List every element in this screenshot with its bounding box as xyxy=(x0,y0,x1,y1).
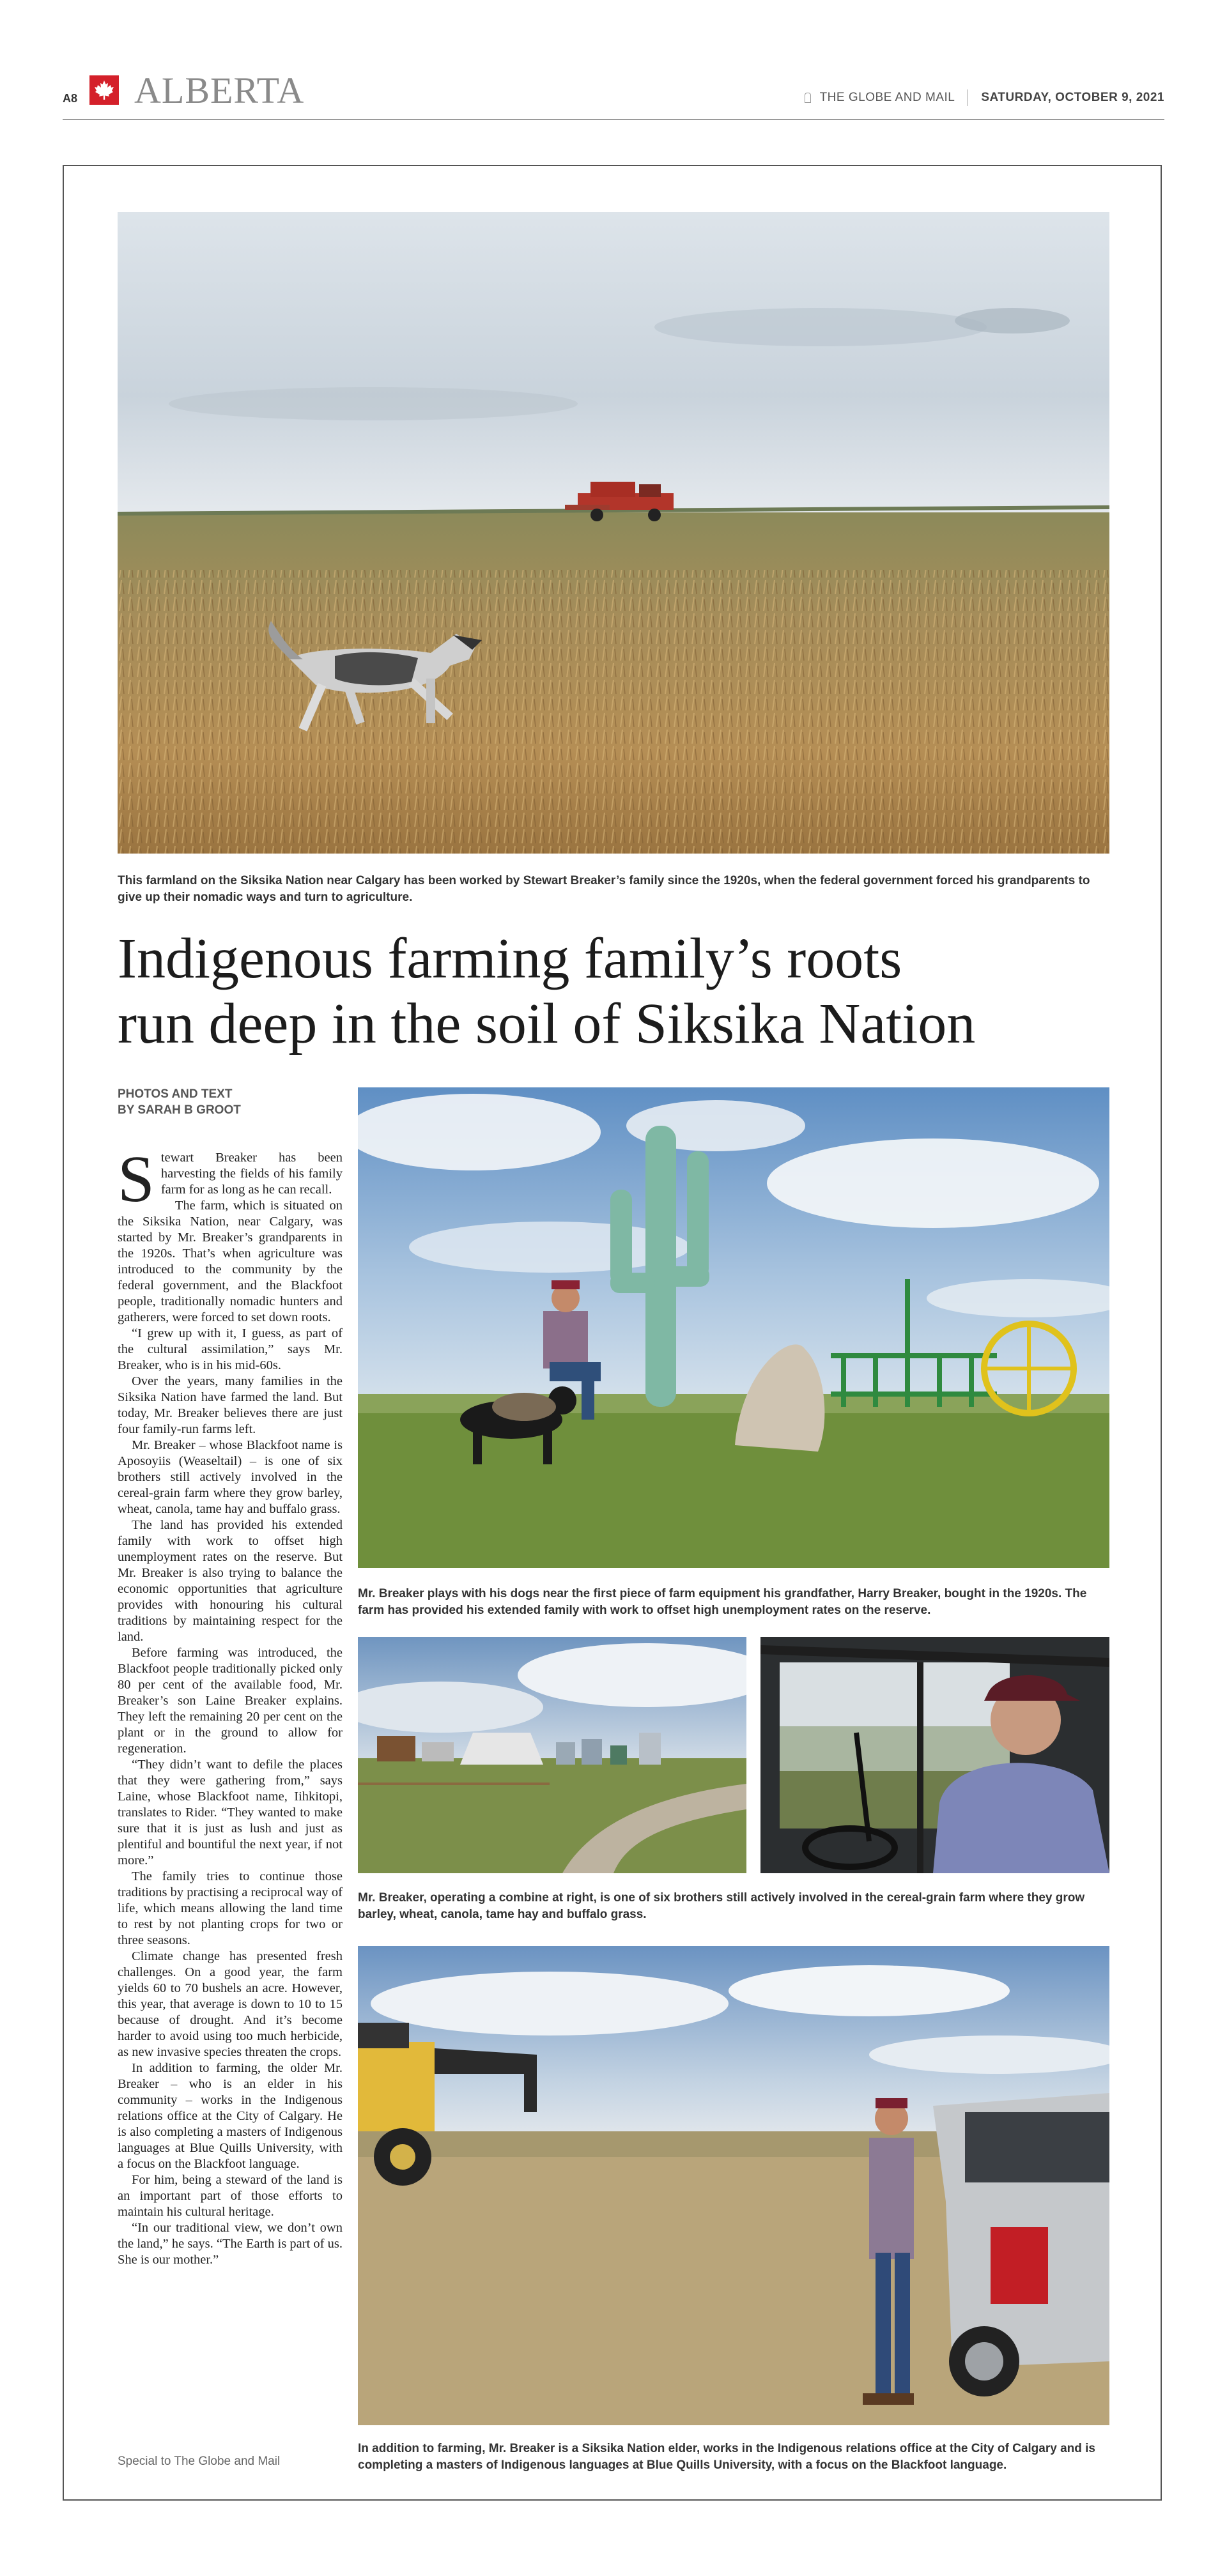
article-paragraph: The family tries to continue those traditions by practising a reciprocal way of life, which means allowing the land time to rest by not planting crops for two or three seasons. xyxy=(118,1869,343,1947)
cactus-photo xyxy=(358,1087,1109,1568)
article-paragraph: Climate change has presented fresh challenges. On a good year, the farm yields 60 to 70 bushels an acre. However, this year, that average is down to 10 to 15 because of drought. And it’s become harder to avoid using too much herbicide, as new invasive species threaten the crops. xyxy=(118,1949,343,2059)
publication-date: SATURDAY, OCTOBER 9, 2021 xyxy=(981,91,1164,104)
publication-name: THE GLOBE AND MAIL xyxy=(819,91,955,104)
byline-line-1: PHOTOS AND TEXT xyxy=(118,1087,233,1101)
page-number: A8 xyxy=(63,92,78,105)
maple-leaf-icon xyxy=(93,79,115,101)
article-paragraph: Over the years, many families in the Siksika Nation have farmed the land. But today, Mr. Breaker believes there are just four family-run farms left. xyxy=(118,1374,343,1436)
headline-line-2: run deep in the soil of Siksika Nation xyxy=(118,992,976,1055)
article-paragraph: “In our traditional view, we don’t own the land,” he says. “The Earth is part of us. She is our mother.” xyxy=(118,2221,343,2267)
cactus-caption: Mr. Breaker plays with his dogs near the first piece of farm equipment his grandfather, Harry Breaker, bought in the 1920s. The farm has provided his extended family with work to offset high unemployment rates on the reserve. xyxy=(358,1587,1087,1617)
byline xyxy=(118,1086,335,1118)
article-credit: Special to The Globe and Mail xyxy=(118,2455,281,2468)
article-paragraph: “They didn’t want to defile the places that they were gathering from,” says Laine, whose Blackfoot name, Iihkitopi, translates to Rider. “They wanted to make sure that it is just as lush and just as plentiful and bountiful the next year, if not more.” xyxy=(118,1758,343,1867)
article-paragraph: Before farming was introduced, the Blackfoot people traditionally picked only 80 per cent of the available food, Mr. Breaker’s son Laine Breaker explains. They left the remaining 20 per cent on the plant or in the ground to allow for regeneration. xyxy=(118,1646,343,1756)
article-paragraph: In addition to farming, the older Mr. Breaker – who is an elder in his community – works in the Indigenous relations office at the City of Calgary. He is also completing a masters of Indigenous languages at Blue Quills University, with a focus on the Blackfoot language. xyxy=(118,2061,343,2171)
article-paragraph: Stewart Breaker has been harvesting the fields of his family farm for as long as he can recall. xyxy=(118,1150,343,1216)
drop-cap: S xyxy=(118,1150,155,1216)
headline xyxy=(118,926,1109,1057)
article-paragraph: Mr. Breaker – whose Blackfoot name is Aposoyiis (Weaseltail) – is one of six brothers still actively involved in the cereal-grain farm where they grow barley, wheat, canola, tame hay and buffalo grass. xyxy=(118,1438,343,1516)
truck-caption: In addition to farming, Mr. Breaker is a Siksika Nation elder, works in the Indigenous relations office at the City of Calgary and is completing a masters of Indigenous languages at Blue Quills University, with a focus on the Blackfoot language. xyxy=(358,2442,1095,2472)
article-paragraph: The farm, which is situated on the Siksika Nation, near Calgary, was started by Mr. Breaker’s grandparents in the 1920s. That’s when agriculture was introduced to the community by the federal government, and the Blackfoot people, traditionally nomadic hunters and gatherers, were forced to set down roots. xyxy=(118,1199,343,1324)
article-paragraph: “I grew up with it, I guess, as part of the cultural assimilation,” says Mr. Breaker, who is in his mid-60s. xyxy=(118,1326,343,1372)
article-body xyxy=(118,1150,343,2399)
article-paragraph: For him, being a steward of the land is an important part of those efforts to maintain his cultural heritage. xyxy=(118,2173,343,2219)
section-logo xyxy=(89,75,119,105)
section-name: ALBERTA xyxy=(134,70,305,111)
article-paragraph: The land has provided his extended family with work to offset high unemployment rates on the reserve. But Mr. Breaker is also trying to balance the economic opportunities that agriculture provides with honouring his cultural traditions by maintaining respect for the land. xyxy=(118,1518,343,1644)
hero-caption: This farmland on the Siksika Nation near Calgary has been worked by Stewart Breaker’s family since the 1920s, when the federal government forced his grandparents to give up their nomadic ways and turn to agriculture. xyxy=(118,874,1090,904)
headline-line-1: Indigenous farming family’s roots xyxy=(118,927,902,990)
page-header xyxy=(63,70,1164,120)
masthead xyxy=(805,89,1164,106)
combine-cab-photo xyxy=(760,1637,1109,1873)
hero-photo xyxy=(118,212,1109,854)
globe-logo-icon xyxy=(805,93,811,103)
byline-line-2: BY SARAH B GROOT xyxy=(118,1103,241,1117)
farmyard-photo xyxy=(358,1637,746,1873)
truck-photo xyxy=(358,1946,1109,2425)
combine-caption: Mr. Breaker, operating a combine at right, is one of six brothers still actively involved in the cereal-grain farm where they grow barley, wheat, canola, tame hay and buffalo grass. xyxy=(358,1891,1085,1921)
